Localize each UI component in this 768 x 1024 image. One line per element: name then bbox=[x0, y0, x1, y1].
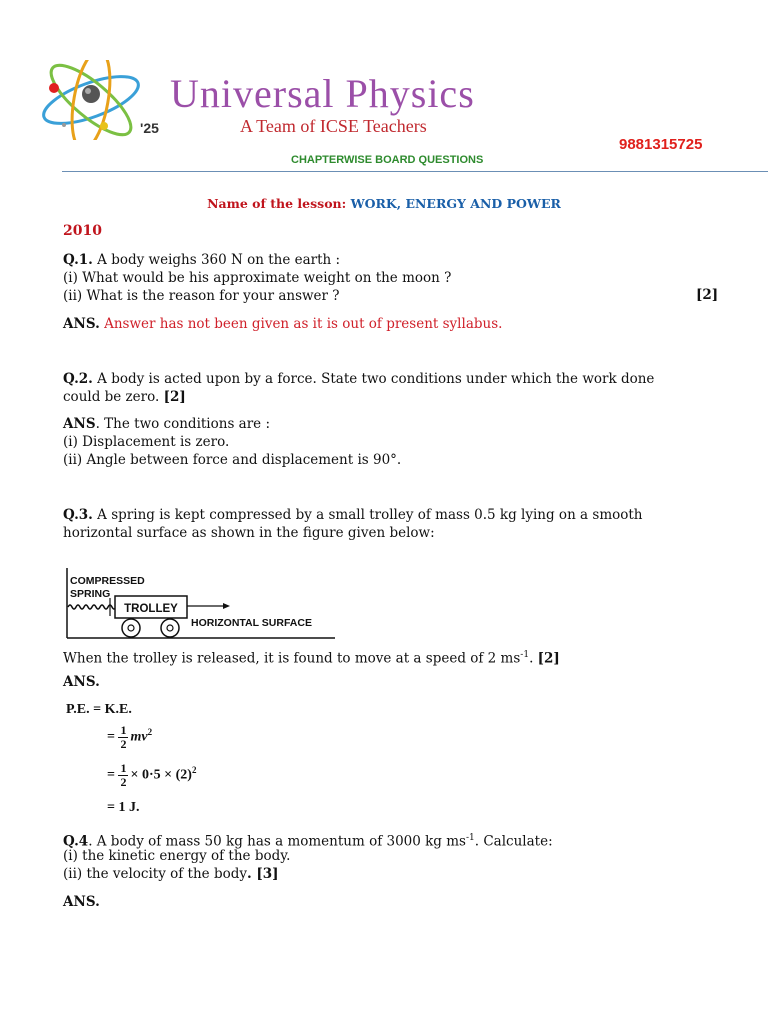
calc-sub-sup: 2 bbox=[191, 765, 197, 776]
q3-line1 bbox=[63, 506, 643, 524]
q2-line1 bbox=[63, 370, 654, 388]
lesson-name: WORK, ENERGY AND POWER bbox=[350, 196, 561, 211]
q4-text-end: . Calculate: bbox=[474, 833, 553, 850]
q1-ans-label: ANS. bbox=[63, 316, 100, 332]
figure-label-compressed: COMPRESSED bbox=[70, 575, 145, 587]
q1-question bbox=[63, 251, 340, 269]
frac-num: 1 bbox=[120, 723, 127, 737]
brand-year: '25 bbox=[140, 120, 159, 136]
q3-line2: horizontal surface as shown in the figure given below: bbox=[63, 525, 435, 541]
calc-pe: P.E. bbox=[66, 702, 90, 717]
brand-subtitle: A Team of ICSE Teachers bbox=[240, 116, 427, 136]
q2-line2 bbox=[63, 388, 186, 406]
q4-ans-label: ANS. bbox=[63, 894, 100, 910]
calc-line3 bbox=[107, 762, 196, 789]
q1-part1: (i) What would be his approximate weight on the moon ? bbox=[63, 270, 452, 286]
atom-logo bbox=[36, 60, 146, 140]
q3-number: Q.3. bbox=[63, 507, 93, 523]
lesson-heading bbox=[0, 196, 768, 211]
q1-answer bbox=[63, 315, 502, 333]
q2-text: A body is acted upon by a force. State two conditions under which the work done bbox=[92, 371, 655, 387]
lesson-label: Name of the lesson: bbox=[207, 196, 347, 211]
q4-marks: [3] bbox=[256, 866, 279, 882]
calc-substitution: × 0·5 × (2) bbox=[130, 767, 192, 783]
q3-marks: [2] bbox=[537, 650, 560, 667]
calc-line4: = 1 J. bbox=[107, 800, 140, 815]
q3-ans-label: ANS. bbox=[63, 674, 100, 690]
wheel-right bbox=[161, 619, 179, 637]
calc-eq3: = bbox=[107, 767, 115, 783]
frac-num-2: 1 bbox=[120, 761, 127, 775]
year-heading: 2010 bbox=[63, 223, 102, 239]
header-divider bbox=[62, 171, 768, 172]
q2-ans-label: ANS bbox=[63, 416, 96, 432]
calc-line1 bbox=[66, 702, 132, 718]
phone-number: 9881315725 bbox=[619, 136, 703, 153]
motion-arrow bbox=[223, 603, 230, 609]
figure-label-spring: SPRING bbox=[70, 588, 111, 600]
q4-number: Q.4 bbox=[63, 833, 89, 850]
figure-label-surface: HORIZONTAL SURFACE bbox=[191, 617, 312, 629]
q3-text: A spring is kept compressed by a small trolley of mass 0.5 kg lying on a smooth bbox=[92, 507, 643, 523]
calc-line2 bbox=[107, 724, 152, 751]
fraction-half bbox=[118, 724, 128, 751]
spring-trolley-figure bbox=[60, 558, 340, 643]
calc-ke: = K.E. bbox=[93, 702, 132, 717]
frac-den-2: 2 bbox=[120, 775, 127, 789]
q1-marks: [2] bbox=[696, 287, 719, 303]
q2-condition1: (i) Displacement is zero. bbox=[63, 434, 230, 450]
chapterwise-label: CHAPTERWISE BOARD QUESTIONS bbox=[291, 154, 484, 166]
frac-den: 2 bbox=[120, 737, 127, 751]
fraction-half-2 bbox=[118, 762, 128, 789]
q3-release-main: When the trolley is released, it is found to move at a speed of 2 ms bbox=[63, 650, 521, 667]
q4-part2-text: (ii) the velocity of the body bbox=[63, 866, 247, 882]
q2-text-cont: could be zero. bbox=[63, 389, 164, 405]
calc-mv-sup: 2 bbox=[147, 727, 153, 738]
q2-answer bbox=[63, 415, 270, 433]
spring-coil bbox=[68, 605, 120, 609]
q3-release-text bbox=[63, 646, 560, 668]
q4-part1: (i) the kinetic energy of the body. bbox=[63, 848, 291, 864]
figure-label-trolley: TROLLEY bbox=[124, 603, 178, 615]
q3-release-sup: -1 bbox=[520, 650, 530, 660]
q2-number: Q.2. bbox=[63, 371, 93, 387]
q2-marks: [2] bbox=[163, 389, 186, 405]
q3-release-end: . bbox=[529, 650, 538, 667]
q1-part2: (ii) What is the reason for your answer ? bbox=[63, 288, 340, 304]
q1-ans-text: Answer has not been given as it is out of present syllabus. bbox=[99, 316, 503, 332]
q1-number: Q.1. bbox=[63, 252, 93, 268]
q1-text: A body weighs 360 N on the earth : bbox=[92, 252, 341, 268]
calc-eq2: = bbox=[107, 729, 115, 745]
calc-mv: mv bbox=[130, 729, 148, 745]
q2-ans-text: . The two conditions are : bbox=[95, 416, 270, 432]
q4-part2 bbox=[63, 865, 279, 883]
q4-part2-dot: . bbox=[247, 866, 257, 882]
wheel-left bbox=[122, 619, 140, 637]
q4-text: . A body of mass 50 kg has a momentum of 3000 kg ms bbox=[88, 833, 466, 850]
q4-sup: -1 bbox=[465, 833, 475, 843]
brand-title: Universal Physics bbox=[170, 71, 475, 116]
q2-condition2: (ii) Angle between force and displacement is 90°. bbox=[63, 452, 402, 468]
